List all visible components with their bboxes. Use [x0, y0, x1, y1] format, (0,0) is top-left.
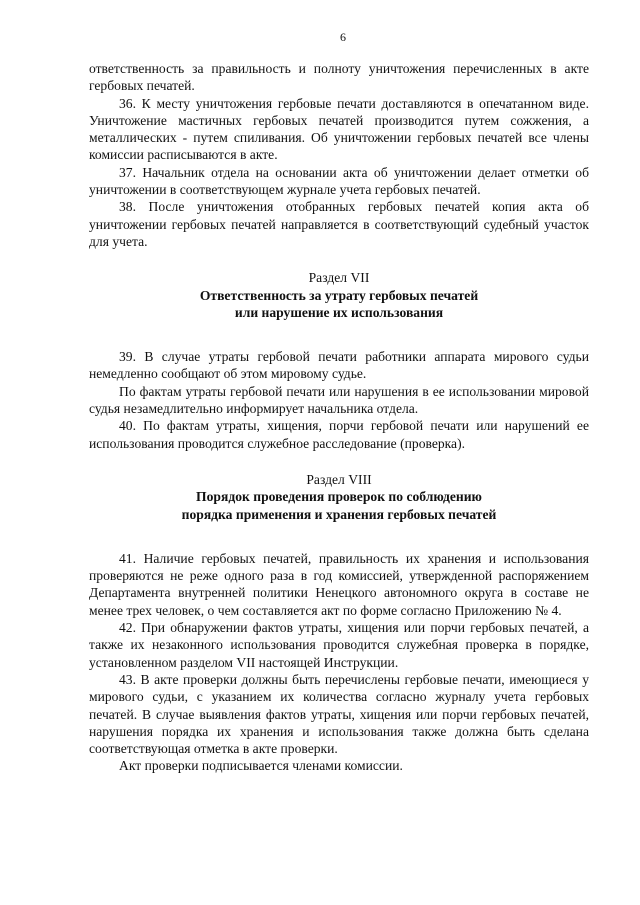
paragraph-act-signature: Акт проверки подписывается членами комиссии. [119, 758, 403, 774]
paragraph-43: 43. В акте проверки должны быть перечислены гербовые печати, имеющиеся у мирового судьи, с указанием их количества согласно журналу учета гербовых печатей. В случае выявления фактов утраты, хищения или порчи гербовых печатей, нарушения порядка их хранения и использования также должна быть сделана соответствующая отметка в акте проверки. [89, 671, 589, 757]
section-8-title-line-2: порядка применения и хранения гербовых печатей [181, 506, 497, 522]
section-7-title-line-2: или нарушение их использования [234, 304, 444, 320]
section-8-label: Раздел VIII [306, 471, 372, 487]
paragraph-continuation: ответственность за правильность и полноту уничтожения перечисленных в акте гербовых печатей. [89, 61, 589, 94]
page-number: 6 [340, 30, 346, 44]
paragraph-37: 37. Начальник отдела на основании акта об уничтожении делает отметки об уничтожении в соответствующем журнале учета гербовых печатей. [89, 164, 589, 198]
section-8-title [89, 488, 589, 523]
paragraph-42: 42. При обнаружении фактов утраты, хищения или порчи гербовых печатей, а также их незаконного использования проводится служебная проверка в порядке, установленном разделом VII настоящей Инструкции. [89, 620, 589, 670]
section-7-title-line-1: Ответственность за утрату гербовых печатей [199, 287, 479, 303]
spacer [89, 523, 589, 550]
spacer [89, 321, 589, 348]
document-page [89, 30, 589, 775]
paragraph-40: 40. По фактам утраты, хищения, порчи гербовой печати или нарушений ее использования проводится служебное расследование (проверка). [89, 418, 589, 451]
paragraph-36: 36. К месту уничтожения гербовые печати доставляются в опечатанном виде. Уничтожение мастичных гербовых печатей производится путем сожжения, а металлических - путем спиливания. Об уничтожении гербовых печатей все члены комиссии расписываются в акте. [89, 95, 589, 163]
section-7-title [89, 287, 589, 322]
paragraph-39-continued: По фактам утраты гербовой печати или нарушения в ее использовании мировой судья незамедлительно информирует начальника отдела. [89, 383, 589, 417]
section-8-title-line-1: Порядок проведения проверок по соблюдению [196, 489, 482, 505]
paragraph-41: 41. Наличие гербовых печатей, правильность их хранения и использования проверяются не реже одного раза в год комиссией, утвержденной распоряжением Департамента внутренней политики Ненецкого автономного округа в составе не менее трех человек, о чем составляется акт по форме согласно Приложению № 4. [89, 550, 589, 618]
paragraph-38: 38. После уничтожения отобранных гербовых печатей копия акта об уничтожении гербовых печатей направляется в соответствующий судебный участок для учета. [89, 199, 589, 249]
section-7-label: Раздел VII [308, 270, 370, 286]
paragraph-39: 39. В случае утраты гербовой печати работники аппарата мирового судьи немедленно сообщают об этом мировому судье. [89, 349, 589, 382]
